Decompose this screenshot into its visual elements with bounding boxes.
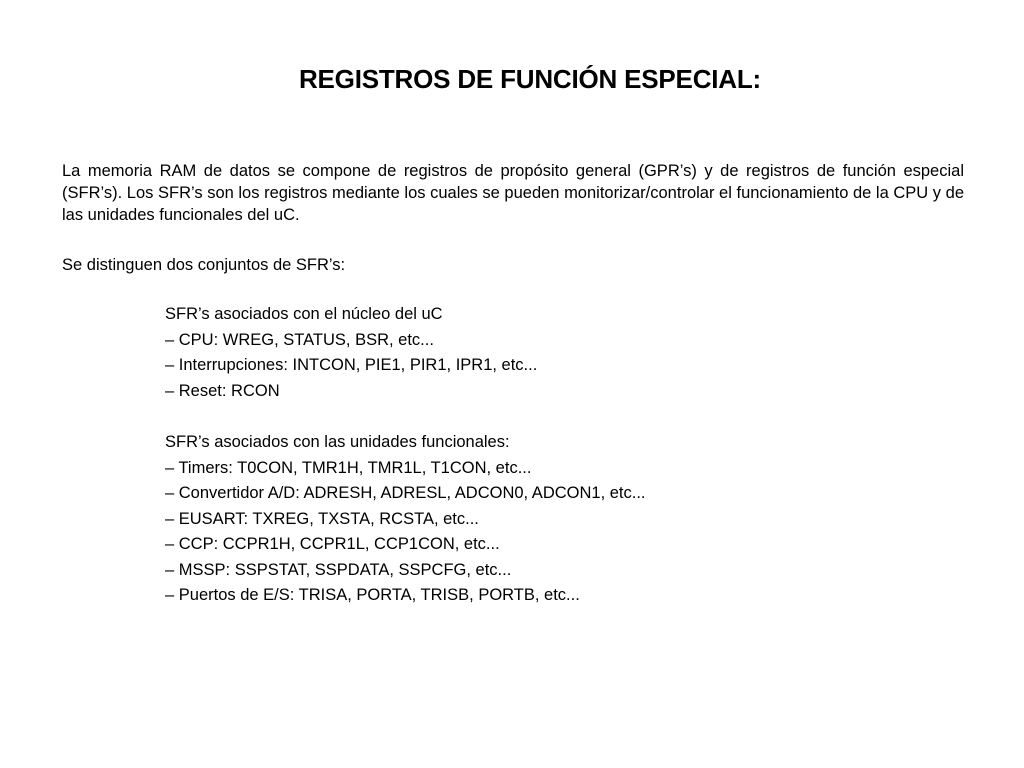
functional-sfr-item: – MSSP: SSPSTAT, SSPDATA, SSPCFG, etc... [165, 560, 512, 579]
core-sfr-item: – Reset: RCON [165, 381, 280, 400]
functional-sfr-item: – CCP: CCPR1H, CCPR1L, CCP1CON, etc... [165, 535, 500, 553]
intro-line: Se distinguen dos conjuntos de SFR’s: [62, 256, 346, 274]
core-sfr-heading: SFR’s asociados con el núcleo del uC [165, 305, 443, 323]
functional-sfr-item: – Timers: T0CON, TMR1H, TMR1L, T1CON, etc... [165, 458, 532, 477]
core-sfr-item: – Interrupciones: INTCON, PIE1, PIR1, IPR1, etc... [165, 356, 538, 374]
description-paragraph: La memoria RAM de datos se compone de registros de propósito general (GPR’s) y de registros de función especial (SFR’s). Los SFR’s son los registros mediante los cuales se pueden monitorizar/controlar el funcionamiento de la CPU y de las unidades funcionales del uC. [62, 162, 964, 224]
functional-sfr-item: – Puertos de E/S: TRISA, PORTA, TRISB, PORTB, etc... [165, 586, 580, 604]
functional-sfr-group [165, 430, 965, 609]
functional-sfr-heading: SFR’s asociados con las unidades funcionales: [165, 433, 510, 451]
slide-title: REGISTROS DE FUNCIÓN ESPECIAL: [298, 64, 762, 94]
core-sfr-item: – CPU: WREG, STATUS, BSR, etc... [165, 330, 434, 349]
core-sfr-group [165, 302, 965, 404]
functional-sfr-item: – Convertidor A/D: ADRESH, ADRESL, ADCON0, ADCON1, etc... [165, 484, 646, 502]
functional-sfr-item: – EUSART: TXREG, TXSTA, RCSTA, etc... [165, 509, 479, 528]
